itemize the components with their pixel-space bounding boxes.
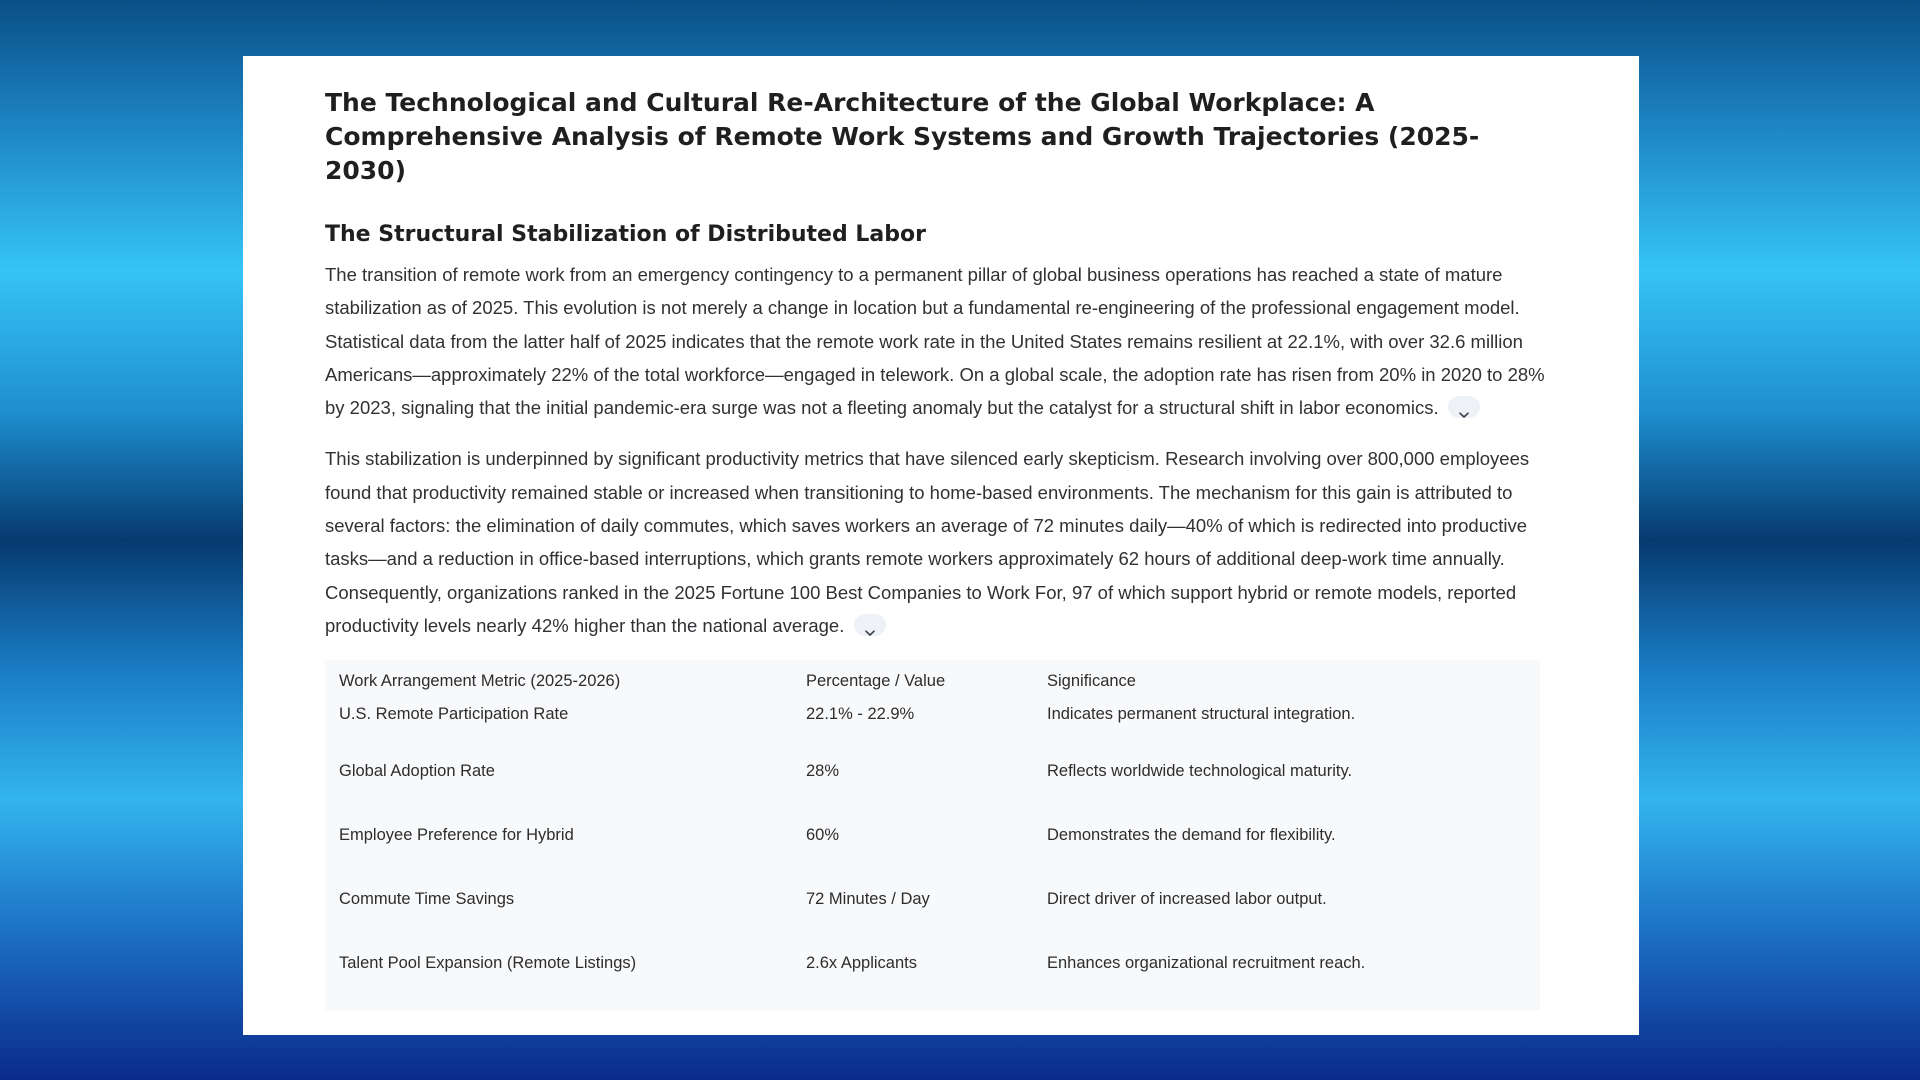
table-row — [325, 823, 1540, 887]
table-cell-metric: Global Adoption Rate — [339, 762, 495, 781]
table-cell-value: 60% — [806, 826, 840, 845]
metrics-table-container — [325, 660, 1540, 1010]
table-cell-significance: Reflects worldwide technological maturity. — [1047, 762, 1353, 781]
table-row — [325, 702, 1540, 759]
table-header-significance: Significance — [1047, 671, 1136, 690]
paragraph-2 — [325, 442, 1557, 642]
table-cell-significance: Indicates permanent structural integration. — [1047, 705, 1356, 724]
table-cell-value: 28% — [806, 762, 840, 781]
table-cell-metric: Talent Pool Expansion (Remote Listings) — [339, 954, 637, 973]
table-cell-significance: Enhances organizational recruitment reach. — [1047, 954, 1366, 973]
table-cell-value: 2.6x Applicants — [806, 954, 917, 973]
table-cell-significance: Direct driver of increased labor output. — [1047, 890, 1327, 909]
table-header-metric: Work Arrangement Metric (2025-2026) — [339, 671, 621, 690]
paragraph-2-text: This stabilization is underpinned by significant productivity metrics that have silenced early skepticism. Research involving over 800,000 employees found that productivity remained stable or increased when transitioning to home-based environments. The mechanism for this gain is attributed to several factors: the elimination of daily commutes, which saves workers an average of 72 minutes daily—40% of which is redirected into productive tasks—and a reduction in office-based interruptions, which grants remote workers approximately 62 hours of additional deep-work time annually. Consequently, organizations ranked in the 2025 Fortune 100 Best Companies to Work For, 97 of which support hybrid or remote models, reported productivity levels nearly 42% higher than the national average. — [325, 448, 1530, 636]
table-row — [325, 759, 1540, 823]
table-header-row — [325, 660, 1540, 702]
table-cell-metric: Employee Preference for Hybrid — [339, 826, 574, 845]
paragraph-1 — [325, 258, 1557, 424]
table-cell-metric: U.S. Remote Participation Rate — [339, 705, 569, 724]
document-title: The Technological and Cultural Re-Architecture of the Global Workplace: A Comprehensive Analysis of Remote Work Systems and Growth Trajectories (2025-2030) — [325, 88, 1480, 185]
expand-sources-button[interactable] — [854, 614, 886, 636]
table-header-value: Percentage / Value — [806, 671, 946, 690]
table-row — [325, 887, 1540, 951]
chevron-down-icon — [1459, 412, 1469, 419]
table-cell-value: 22.1% - 22.9% — [806, 705, 915, 724]
document-card — [243, 56, 1639, 1035]
chevron-down-icon — [865, 630, 875, 637]
table-cell-value: 72 Minutes / Day — [806, 890, 930, 909]
expand-sources-button[interactable] — [1448, 396, 1480, 418]
table-row — [325, 951, 1540, 1015]
table-cell-significance: Demonstrates the demand for flexibility. — [1047, 826, 1336, 845]
section-heading: The Structural Stabilization of Distributed Labor — [325, 222, 926, 247]
table-cell-metric: Commute Time Savings — [339, 890, 515, 909]
paragraph-1-text: The transition of remote work from an emergency contingency to a permanent pillar of global business operations has reached a state of mature stabilization as of 2025. This evolution is not merely a change in location but a fundamental re-engineering of the professional engagement model. Statistical data from the latter half of 2025 indicates that the remote work rate in the United States remains resilient at 22.1%, with over 32.6 million Americans—approximately 22% of the total workforce—engaged in telework. On a global scale, the adoption rate has risen from 20% in 2020 to 28% by 2023, signaling that the initial pandemic-era surge was not a fleeting anomaly but the catalyst for a structural shift in labor economics. — [325, 264, 1545, 419]
metrics-table — [325, 660, 1540, 1015]
